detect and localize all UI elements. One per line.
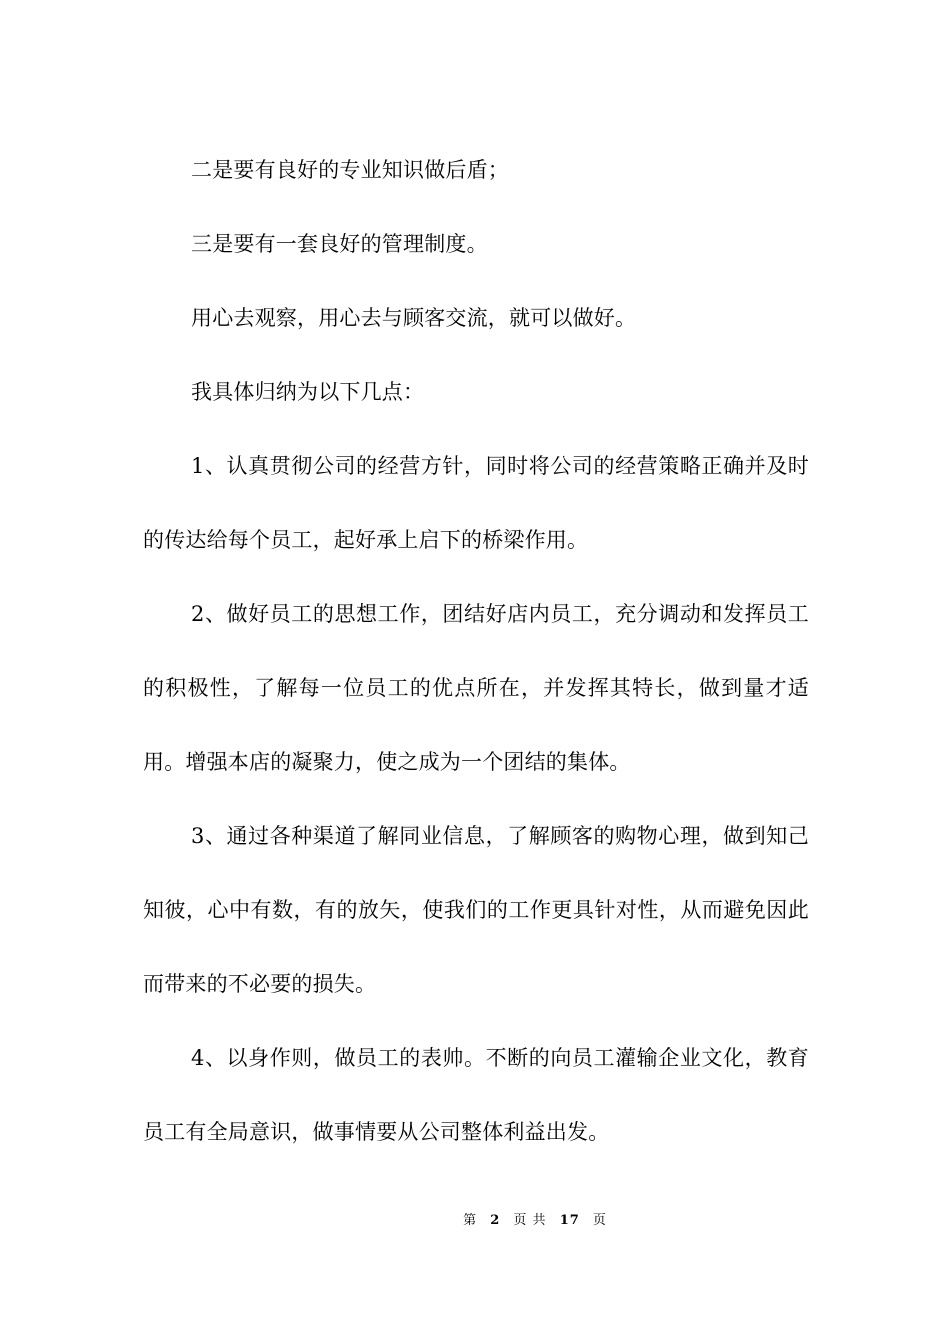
current-page-number: 2 bbox=[490, 1213, 501, 1228]
paragraph-3: 用心去观察，用心去与顾客交流，就可以做好。 bbox=[191, 306, 637, 330]
page-number-indicator bbox=[463, 1209, 607, 1228]
total-pages-number: 17 bbox=[559, 1213, 580, 1228]
paragraph-7: 3、通过各种渠道了解同业信息，了解顾客的购物心理，做到知己知彼，心中有数，有的放矢，使我们的工作更具针对性，从而避免因此而带来的不必要的损失。 bbox=[143, 824, 809, 996]
paragraph-2: 三是要有一套良好的管理制度。 bbox=[191, 232, 488, 256]
paragraph-6: 2、做好员工的思想工作，团结好店内员工，充分调动和发挥员工的积极性，了解每一位员工的优点所在，并发挥其特长，做到量才适用。增强本店的凝聚力，使之成为一个团结的集体。 bbox=[143, 602, 809, 774]
document-body bbox=[143, 133, 809, 1169]
paragraph-5: 1、认真贯彻公司的经营方针，同时将公司的经营策略正确并及时的传达给每个员工，起好承上启下的桥梁作用。 bbox=[143, 454, 809, 552]
paragraph-4: 我具体归纳为以下几点： bbox=[191, 380, 425, 404]
page-footer bbox=[0, 1209, 950, 1228]
paragraph-8: 4、以身作则，做员工的表帅。不断的向员工灌输企业文化，教育员工有全局意识，做事情要从公司整体利益出发。 bbox=[143, 1046, 809, 1144]
footer-suffix: 页 bbox=[592, 1213, 607, 1228]
footer-middle: 页 共 bbox=[513, 1213, 547, 1228]
footer-prefix: 第 bbox=[463, 1213, 478, 1228]
paragraph-1: 二是要有良好的专业知识做后盾； bbox=[191, 158, 509, 182]
